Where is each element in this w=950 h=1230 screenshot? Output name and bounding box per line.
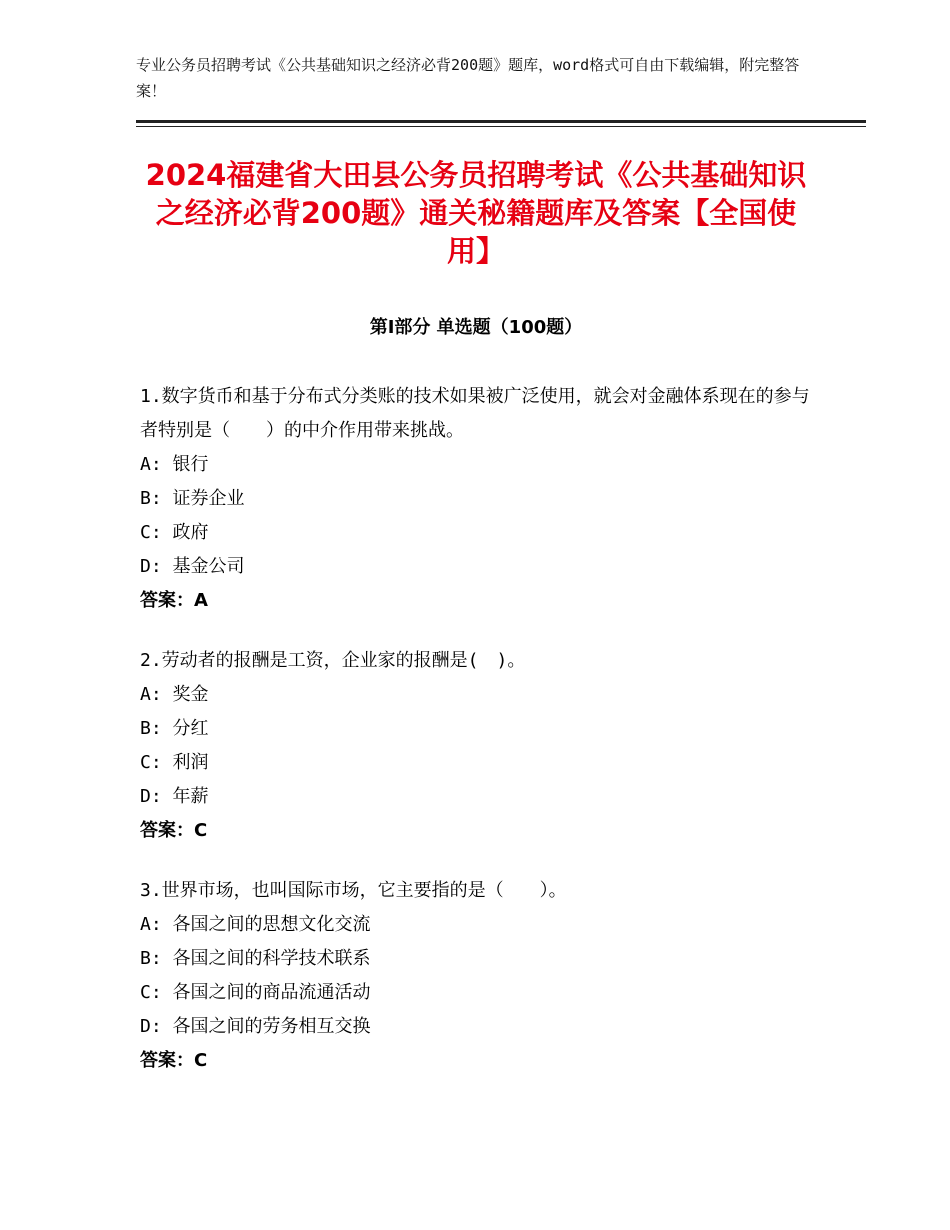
option-d: D: 基金公司	[140, 556, 245, 577]
option-c: C: 各国之间的商品流通活动	[140, 982, 371, 1003]
option-b: B: 分红	[140, 718, 209, 739]
header-note: 专业公务员招聘考试《公共基础知识之经济必背200题》题库，word格式可自由下载编辑，附完整答案！	[136, 56, 800, 100]
answer-line: 答案：C	[140, 1050, 208, 1071]
question-3	[140, 874, 820, 1078]
option-d: D: 年薪	[140, 786, 209, 807]
question-2	[140, 644, 820, 848]
question-stem: 1.数字货币和基于分布式分类账的技术如果被广泛使用，就会对金融体系现在的参与者特别是（ ）的中介作用带来挑战。	[140, 386, 810, 441]
option-b: B: 证券企业	[140, 488, 245, 509]
question-list	[140, 380, 820, 1104]
question-stem: 3.世界市场，也叫国际市场，它主要指的是（ ）。	[140, 880, 567, 901]
option-a: A: 银行	[140, 454, 209, 475]
option-d: D: 各国之间的劳务相互交换	[140, 1016, 371, 1037]
option-c: C: 政府	[140, 522, 209, 543]
answer-line: 答案：C	[140, 820, 208, 841]
option-a: A: 奖金	[140, 684, 209, 705]
option-a: A: 各国之间的思想文化交流	[140, 914, 371, 935]
option-b: B: 各国之间的科学技术联系	[140, 948, 371, 969]
question-1	[140, 380, 820, 618]
header-rule-thin	[136, 126, 866, 127]
answer-line: 答案：A	[140, 590, 208, 611]
question-stem: 2.劳动者的报酬是工资，企业家的报酬是( )。	[140, 650, 526, 671]
document-title: 2024福建省大田县公务员招聘考试《公共基础知识之经济必背200题》通关秘籍题库及答案【全国使用】	[145, 158, 807, 268]
option-c: C: 利润	[140, 752, 209, 773]
section-heading: 第Ⅰ部分 单选题（100题）	[369, 317, 583, 338]
header-rule-thick	[136, 120, 866, 123]
